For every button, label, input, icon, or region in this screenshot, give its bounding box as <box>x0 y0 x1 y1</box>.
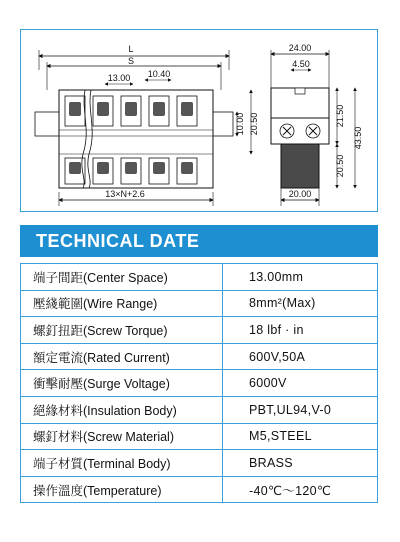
drawing-svg <box>21 30 379 213</box>
spec-label: 絕緣材料(Insulation Body) <box>21 396 223 423</box>
dim-S-label: S <box>127 56 135 66</box>
dim-pitch-label: 13.00 <box>107 73 131 83</box>
spec-label: 壓綫範圍(Wire Range) <box>21 290 223 317</box>
table-row <box>21 476 378 503</box>
dim-top-width-label: 24.00 <box>288 43 312 53</box>
table-row <box>21 343 378 370</box>
dim-r3-label: 20.50 <box>335 154 345 178</box>
spec-label: 螺釘材料(Screw Material) <box>21 423 223 450</box>
dim-r2-label: 43.50 <box>353 126 363 150</box>
table-row <box>21 450 378 477</box>
technical-drawing <box>20 29 378 212</box>
spec-value: PBT,UL94,V-0 <box>223 396 378 423</box>
dim-h1-label: 10.00 <box>235 112 245 136</box>
spec-label: 衝擊耐壓(Surge Voltage) <box>21 370 223 397</box>
spec-value: M5,STEEL <box>223 423 378 450</box>
spec-value: 6000V <box>223 370 378 397</box>
spec-value: BRASS <box>223 450 378 477</box>
spec-label: 操作溫度(Temperature) <box>21 476 223 503</box>
spec-value: 18 lbf · in <box>223 317 378 344</box>
table-row <box>21 317 378 344</box>
table-row <box>21 290 378 317</box>
table-row <box>21 396 378 423</box>
dim-small-width-label: 4.50 <box>292 59 310 69</box>
table-row <box>21 370 378 397</box>
spec-value: -40℃～120℃ <box>223 476 378 503</box>
table-row <box>21 264 378 291</box>
spec-value: 8mm²(Max) <box>223 290 378 317</box>
dim-r1-label: 21.50 <box>335 104 345 128</box>
spec-table <box>20 263 378 503</box>
dim-h2-label: 20.50 <box>249 112 259 136</box>
dim-formula-label: 13×N+2.6 <box>105 189 145 199</box>
spec-label: 端子材質(Terminal Body) <box>21 450 223 477</box>
spec-value: 13.00mm <box>223 264 378 291</box>
front-view <box>35 44 259 206</box>
side-view <box>271 43 363 206</box>
spec-label: 端子間距(Center Space) <box>21 264 223 291</box>
dim-L-label: L <box>128 44 134 54</box>
spec-label: 螺釘扭距(Screw Torque) <box>21 317 223 344</box>
dim-pitch2-label: 10.40 <box>147 69 171 79</box>
spec-label: 額定電流(Rated Current) <box>21 343 223 370</box>
technical-data-header: TECHNICAL DATE <box>20 225 378 257</box>
dim-bottom-width-label: 20.00 <box>288 189 312 199</box>
table-row <box>21 423 378 450</box>
spec-value: 600V,50A <box>223 343 378 370</box>
